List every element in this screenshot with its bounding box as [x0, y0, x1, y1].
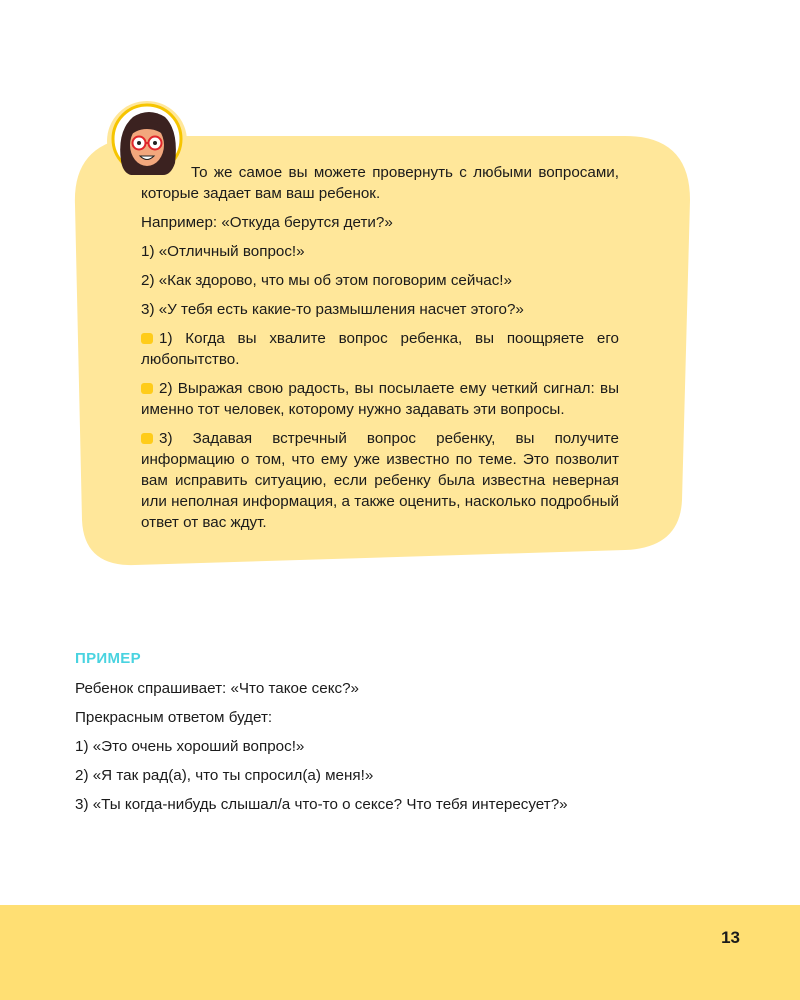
callout-point-2-text: 2) Выражая свою радость, вы посылаете ему четкий сигнал: вы именно тот человек, которому нужно задавать эти вопросы.: [141, 380, 619, 418]
bullet-icon: [141, 383, 153, 394]
page-footer: [0, 905, 800, 1000]
callout-answer-2: 2) «Как здорово, что мы об этом поговорим сейчас!»: [141, 272, 512, 289]
example-answer-1: 1) «Это очень хороший вопрос!»: [75, 738, 305, 755]
callout-intro: То же самое вы можете провернуть с любыми вопросами, которые задает вам ваш ребенок.: [141, 164, 619, 202]
callout-point-2: [141, 378, 619, 420]
example-answer-intro: Прекрасным ответом будет:: [75, 709, 273, 726]
callout-answer-3: 3) «У тебя есть какие-то размышления насчет этого?»: [141, 301, 524, 318]
bullet-icon: [141, 333, 153, 344]
callout-point-3: [141, 428, 619, 533]
callout-point-1: [141, 328, 619, 370]
callout-example-line: Например: «Откуда берутся дети?»: [141, 214, 393, 231]
bullet-icon: [141, 433, 153, 444]
example-answer-3: 3) «Ты когда-нибудь слышал/а что-то о сексе? Что тебя интересует?»: [75, 796, 568, 813]
callout-answer-1: 1) «Отличный вопрос!»: [141, 243, 305, 260]
example-section: [75, 649, 725, 824]
callout-point-3-text: 3) Задавая встречный вопрос ребенку, вы получите информацию о том, что ему уже известно по теме. Это позволит вам исправить ситуацию, если ребенку была известна неверная или неполная информация, а также оценить, насколько подробный ответ от вас ждут.: [141, 430, 619, 531]
callout-text: [141, 162, 619, 541]
example-answer-2: 2) «Я так рад(а), что ты спросил(а) меня!»: [75, 767, 374, 784]
page-number: 13: [721, 928, 740, 947]
callout-point-1-text: 1) Когда вы хвалите вопрос ребенка, вы поощряете его любопытство.: [141, 330, 619, 368]
example-heading: ПРИМЕР: [75, 650, 141, 667]
example-child-question: Ребенок спрашивает: «Что такое секс?»: [75, 680, 359, 697]
